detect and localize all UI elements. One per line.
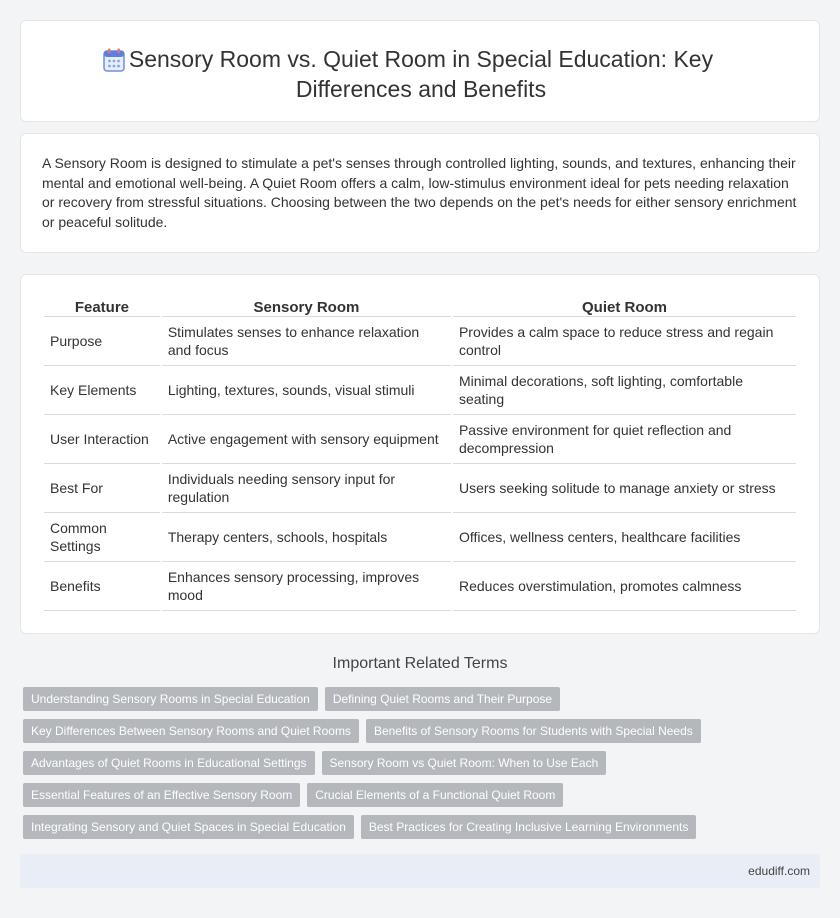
- table-row: [44, 366, 796, 415]
- feature-cell: User Interaction: [44, 415, 160, 464]
- page-title-line-1: Sensory Room vs. Quiet Room in Special Education: Key: [128, 46, 714, 72]
- term-row: [23, 687, 813, 711]
- quiet-cell: Offices, wellness centers, healthcare facilities: [453, 513, 796, 562]
- quiet-cell: Provides a calm space to reduce stress and regain control: [453, 317, 796, 366]
- intro-card: [20, 133, 820, 253]
- term-tag[interactable]: Advantages of Quiet Rooms in Educational Settings: [23, 751, 315, 775]
- related-terms-list: [23, 687, 813, 847]
- table-row: [44, 562, 796, 611]
- sensory-cell: Stimulates senses to enhance relaxation and focus: [162, 317, 451, 366]
- term-tag[interactable]: Best Practices for Creating Inclusive Learning Environments: [361, 815, 696, 839]
- feature-cell: Best For: [44, 464, 160, 513]
- table-row: [44, 415, 796, 464]
- header-quiet-room: Quiet Room: [453, 292, 796, 317]
- page-title: [81, 44, 761, 104]
- term-tag[interactable]: Key Differences Between Sensory Rooms and Quiet Rooms: [23, 719, 359, 743]
- quiet-cell: Reduces overstimulation, promotes calmness: [453, 562, 796, 611]
- page-title-line-2: Differences and Benefits: [295, 76, 547, 102]
- header-feature: Feature: [44, 292, 160, 317]
- term-tag[interactable]: Essential Features of an Effective Sensory Room: [23, 783, 300, 807]
- comparison-table: [42, 292, 798, 611]
- term-row: [23, 815, 813, 839]
- quiet-cell: Users seeking solitude to manage anxiety or stress: [453, 464, 796, 513]
- footer: [20, 854, 820, 888]
- sensory-cell: Individuals needing sensory input for regulation: [162, 464, 451, 513]
- table-header-row: [44, 292, 796, 317]
- sensory-cell: Active engagement with sensory equipment: [162, 415, 451, 464]
- term-tag[interactable]: Benefits of Sensory Rooms for Students with Special Needs: [366, 719, 701, 743]
- term-tag[interactable]: Understanding Sensory Rooms in Special Education: [23, 687, 318, 711]
- header-sensory-room: Sensory Room: [162, 292, 451, 317]
- table-row: [44, 317, 796, 366]
- term-tag[interactable]: Defining Quiet Rooms and Their Purpose: [325, 687, 560, 711]
- term-tag[interactable]: Crucial Elements of a Functional Quiet Room: [307, 783, 563, 807]
- feature-cell: Common Settings: [44, 513, 160, 562]
- header-card: [20, 20, 820, 122]
- term-tag[interactable]: Sensory Room vs Quiet Room: When to Use Each: [322, 751, 607, 775]
- term-row: [23, 719, 813, 743]
- related-terms-title: Important Related Terms: [332, 655, 508, 672]
- quiet-cell: Passive environment for quiet reflection and decompression: [453, 415, 796, 464]
- table-row: [44, 464, 796, 513]
- quiet-cell: Minimal decorations, soft lighting, comfortable seating: [453, 366, 796, 415]
- sensory-cell: Lighting, textures, sounds, visual stimuli: [162, 366, 451, 415]
- term-tag[interactable]: Integrating Sensory and Quiet Spaces in Special Education: [23, 815, 354, 839]
- feature-cell: Benefits: [44, 562, 160, 611]
- feature-cell: Key Elements: [44, 366, 160, 415]
- intro-text: A Sensory Room is designed to stimulate a pet's senses through controlled lighting, sounds, and textures, enhancing their mental and emotional well-being. A Quiet Room offers a calm, low-stimulus environment ideal for pets needing relaxation or recovery from stressful situations. Choosing between the two depends on the pet's needs for either sensory enrichment or peaceful solitude.: [42, 155, 797, 230]
- sensory-cell: Enhances sensory processing, improves mood: [162, 562, 451, 611]
- table-row: [44, 513, 796, 562]
- comparison-table-card: [20, 274, 820, 634]
- feature-cell: Purpose: [44, 317, 160, 366]
- term-row: [23, 751, 813, 775]
- term-row: [23, 783, 813, 807]
- footer-site-link[interactable]: edudiff.com: [748, 864, 810, 878]
- sensory-cell: Therapy centers, schools, hospitals: [162, 513, 451, 562]
